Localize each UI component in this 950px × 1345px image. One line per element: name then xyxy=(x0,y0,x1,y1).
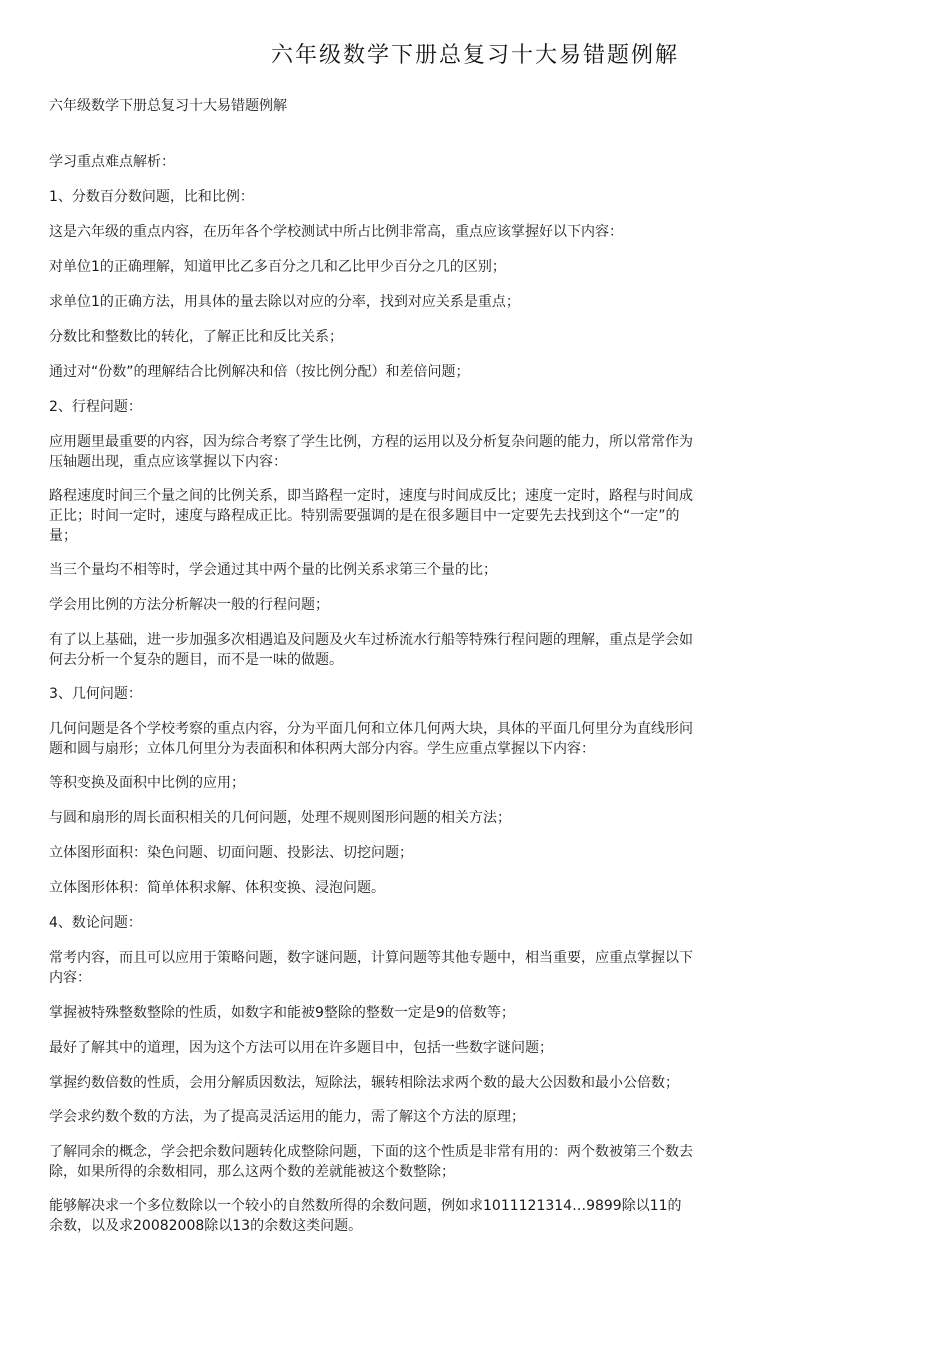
section-heading-travel: 2、行程问题： xyxy=(49,399,142,415)
document-title: 六年级数学下册总复习十大易错题例解 xyxy=(270,43,679,68)
paragraph: 能够解决求一个多位数除以一个较小的自然数所得的余数问题，例如求1011121314…9899除以11的余数，以及求20082008除以13的余数这类问题。 xyxy=(49,1198,682,1234)
section-intro-heading: 学习重点难点解析： xyxy=(49,154,175,170)
section-heading-geometry: 3、几何问题： xyxy=(49,686,142,702)
paragraph: 立体图形面积：染色问题、切面问题、投影法、切挖问题； xyxy=(49,845,413,861)
section-heading-number-theory: 4、数论问题： xyxy=(49,915,142,931)
paragraph: 学会用比例的方法分析解决一般的行程问题； xyxy=(49,597,329,613)
paragraph: 了解同余的概念，学会把余数问题转化成整除问题，下面的这个性质是非常有用的：两个数被第三个数去除，如果所得的余数相同，那么这两个数的差就能被这个数整除； xyxy=(49,1144,693,1180)
paragraph: 立体图形体积：简单体积求解、体积变换、浸泡问题。 xyxy=(49,880,385,896)
paragraph: 当三个量均不相等时，学会通过其中两个量的比例关系求第三个量的比； xyxy=(49,562,497,578)
paragraph: 与圆和扇形的周长面积相关的几何问题，处理不规则图形问题的相关方法； xyxy=(49,810,511,826)
paragraph: 有了以上基础，进一步加强多次相遇追及问题及火车过桥流水行船等特殊行程问题的理解，重点是学会如何去分析一个复杂的题目，而不是一味的做题。 xyxy=(49,632,693,668)
paragraph: 通过对“份数”的理解结合比例解决和倍（按比例分配）和差倍问题； xyxy=(49,364,470,380)
paragraph: 几何问题是各个学校考察的重点内容，分为平面几何和立体几何两大块，具体的平面几何里分为直线形问题和圆与扇形；立体几何里分为表面积和体积两大部分内容。学生应重点掌握以下内容： xyxy=(49,721,693,757)
paragraph: 应用题里最重要的内容，因为综合考察了学生比例，方程的运用以及分析复杂问题的能力，所以常常作为压轴题出现，重点应该掌握以下内容： xyxy=(49,434,693,470)
paragraph: 对单位1的正确理解，知道甲比乙多百分之几和乙比甲少百分之几的区别； xyxy=(49,259,506,275)
paragraph: 等积变换及面积中比例的应用； xyxy=(49,775,245,791)
paragraph: 常考内容，而且可以应用于策略问题，数字谜问题，计算问题等其他专题中，相当重要，应重点掌握以下内容： xyxy=(49,950,693,986)
paragraph: 这是六年级的重点内容，在历年各个学校测试中所占比例非常高，重点应该掌握好以下内容： xyxy=(49,224,623,240)
paragraph: 掌握约数倍数的性质，会用分解质因数法，短除法，辗转相除法求两个数的最大公因数和最小公倍数； xyxy=(49,1075,679,1091)
paragraph: 分数比和整数比的转化，了解正比和反比关系； xyxy=(49,329,343,345)
paragraph: 学会求约数个数的方法，为了提高灵活运用的能力，需了解这个方法的原理； xyxy=(49,1109,525,1125)
paragraph: 求单位1的正确方法，用具体的量去除以对应的分率，找到对应关系是重点； xyxy=(49,294,520,310)
document-body xyxy=(49,96,694,1236)
paragraph: 掌握被特殊整数整除的性质，如数字和能被9整除的整数一定是9的倍数等； xyxy=(49,1005,515,1021)
subtitle-paragraph: 六年级数学下册总复习十大易错题例解 xyxy=(49,98,287,114)
paragraph: 路程速度时间三个量之间的比例关系，即当路程一定时，速度与时间成反比；速度一定时，路程与时间成正比；时间一定时，速度与路程成正比。特别需要强调的是在很多题目中一定要先去找到这个“一定”的量； xyxy=(49,488,693,544)
section-heading-fractions: 1、分数百分数问题，比和比例： xyxy=(49,189,254,205)
paragraph: 最好了解其中的道理，因为这个方法可以用在许多题目中，包括一些数字谜问题； xyxy=(49,1040,553,1056)
